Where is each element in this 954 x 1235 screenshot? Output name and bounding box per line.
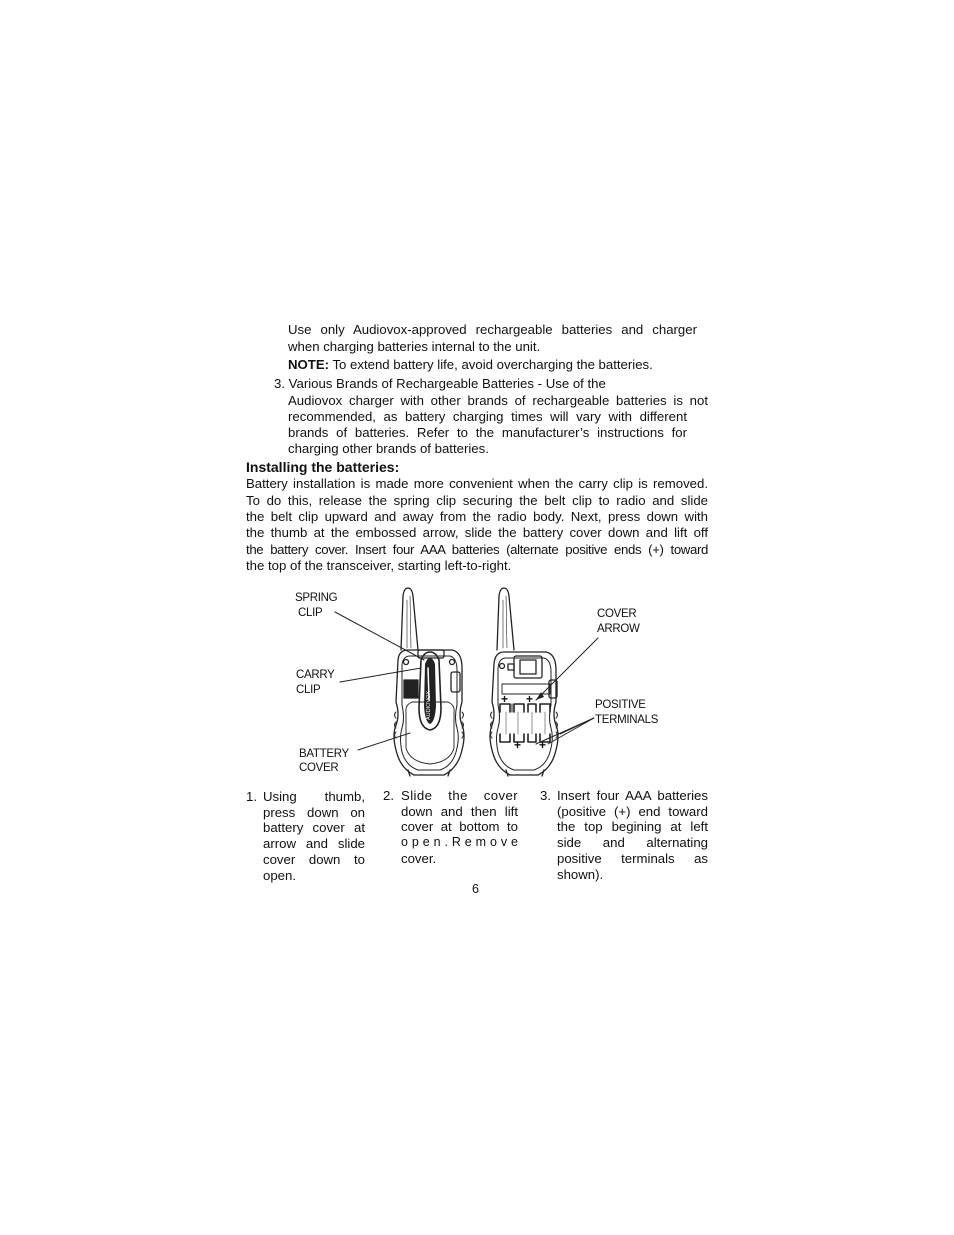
step-2-line-1: Slide the cover	[401, 788, 518, 803]
item3-line-4: brands of batteries. Refer to the manufacturer’s instructions for	[288, 425, 687, 440]
install-line-2: To do this, release the spring clip securing the belt clip to radio and slide	[246, 493, 708, 508]
plus-sign-bottom-1: +	[514, 738, 522, 752]
charge-paragraph-line-1: Use only Audiovox-approved rechargeable batteries and charger	[288, 322, 697, 337]
step-3-line-6: shown).	[557, 866, 604, 882]
install-line-4: the thumb at the embossed arrow, slide the battery cover down and lift off	[246, 525, 708, 540]
step-1-number: 1.	[246, 789, 257, 804]
spring-clip-label-line-1: SPRING	[295, 592, 338, 604]
step-2-line-5: cover.	[401, 850, 437, 866]
step-1-line-2: press down on	[263, 804, 365, 820]
positive-terminals-label-line-1: POSITIVE	[595, 699, 646, 711]
step-1-line-1: Using thumb,	[263, 789, 365, 804]
battery-cover-label-line-1: BATTERY	[299, 748, 349, 760]
spring-clip-label-line-2: CLIP	[298, 607, 323, 619]
battery-cover-label-line-2: COVER	[299, 762, 339, 774]
page-number: 6	[472, 882, 479, 896]
plus-sign-top-2: +	[526, 692, 534, 706]
step-1-line-3: battery cover at	[263, 820, 365, 836]
install-line-5: the battery cover. Insert four AAA batteries (alternate positive ends (+) toward	[246, 542, 708, 557]
battery-cover-leader	[358, 733, 410, 750]
step-3	[540, 788, 710, 888]
install-line-6: the top of the transceiver, starting left-to-right.	[246, 558, 512, 573]
carry-clip-label-line-2: CLIP	[296, 684, 321, 696]
positive-terminals-label-line-2: TERMINALS	[595, 714, 659, 726]
step-1-line-4: arrow and slide	[263, 836, 365, 852]
step-3-line-1: Insert four AAA batteries	[557, 788, 708, 803]
brand-mark: AUDIOVOX	[426, 690, 432, 720]
step-2-line-4: o p e n . R e m o v e	[401, 835, 518, 850]
item3-line-3: recommended, as battery charging times will vary with different	[288, 409, 687, 424]
install-heading: Installing the batteries:	[246, 459, 400, 475]
install-line-1: Battery installation is made more convenient when the carry clip is removed.	[246, 476, 708, 491]
step-2	[383, 788, 519, 868]
step-2-line-2: down and then lift	[401, 803, 518, 819]
step-1	[246, 789, 366, 889]
plus-sign-bottom-2: +	[539, 738, 547, 752]
step-2-line-3: cover at bottom to	[401, 819, 518, 835]
note-label: NOTE:	[288, 357, 330, 372]
note-text: To extend battery life, avoid overcharging the batteries.	[329, 357, 653, 372]
carry-clip-label-line-1: CARRY	[296, 669, 335, 681]
cover-arrow-leader	[536, 638, 598, 700]
item3-line-5: charging other brands of batteries.	[288, 441, 489, 456]
item3-line-2: Audiovox charger with other brands of rechargeable batteries is not	[288, 393, 708, 408]
leader-lines	[335, 612, 598, 750]
left-radio	[394, 588, 464, 776]
install-line-3: the belt clip upward and away from the radio body. Next, press down with	[246, 509, 708, 524]
item3-line-1: 3. Various Brands of Rechargeable Batteries - Use of the	[274, 376, 606, 391]
plus-sign-top-1: +	[501, 692, 509, 706]
cover-arrow-label-line-2: ARROW	[597, 623, 640, 635]
step-1-line-5: cover down to	[263, 851, 365, 867]
cover-arrow-label-line-1: COVER	[597, 608, 637, 620]
step-3-line-3: the top begining at left	[557, 819, 708, 835]
step-1-line-6: open.	[263, 867, 297, 883]
step-3-line-2: (positive (+) end toward	[557, 803, 708, 819]
positive-terminals-leader-3	[560, 718, 594, 734]
charge-paragraph-line-2: when charging batteries internal to the unit.	[288, 339, 541, 354]
step-3-number: 3.	[540, 788, 551, 803]
right-radio	[490, 588, 558, 776]
step-3-line-5: positive terminals as	[557, 850, 708, 866]
step-3-line-4: side and alternating	[557, 835, 708, 851]
step-2-number: 2.	[383, 788, 394, 803]
